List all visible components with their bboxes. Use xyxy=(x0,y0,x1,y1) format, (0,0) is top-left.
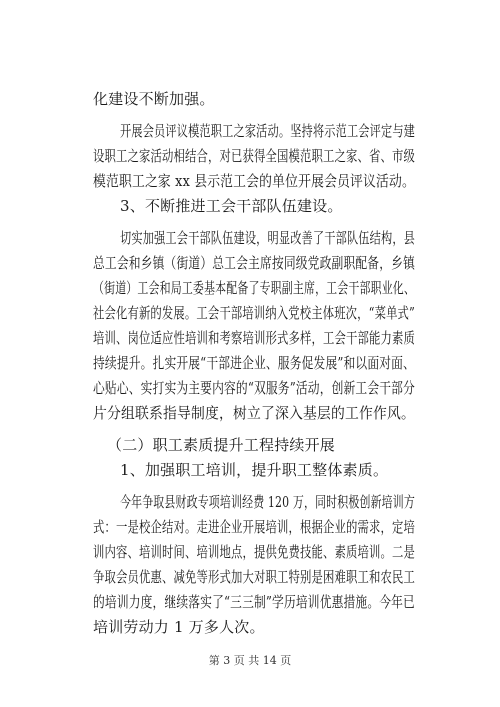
paragraph-line: 的培训力度，继续落实了“三三制”学历培训优惠措施。今年已 xyxy=(93,593,415,611)
paragraph-line: 模范职工之家 xx 县示范工会的单位开展会员评议活动。 xyxy=(93,172,415,190)
section-heading: （二）职工素质提升工程持续开展 xyxy=(107,436,336,454)
paragraph-line: 开展会员评议模范职工之家活动。坚持将示范工会评定与建 xyxy=(120,122,416,140)
paragraph-line: 切实加强工会干部队伍建设，明显改善了干部队伍结构，县 xyxy=(120,229,416,247)
paragraph-line: 片分组联系指导制度，树立了深入基层的工作作风。 xyxy=(93,404,415,422)
paragraph-line: （街道）工会和局工委基本配备了专职副主席，工会干部职业化、 xyxy=(93,279,416,297)
page-number-footer: 第 3 页 共 14 页 xyxy=(208,654,292,667)
paragraph-line: 培训、岗位适应性培训和考察培训形式多样，工会干部能力素质 xyxy=(93,329,416,347)
subsection-heading: 1、加强职工培训，提升职工整体素质。 xyxy=(120,461,389,479)
paragraph-line: 今年争取县财政专项培训经费 120 万，同时积极创新培训方 xyxy=(120,493,415,511)
paragraph-line: 持续提升。扎实开展“干部进企业、服务促发展”和以面对面、 xyxy=(93,354,415,372)
paragraph-line: 争取会员优惠、减免等形式加大对职工特别是困难职工和农民工 xyxy=(93,568,416,586)
paragraph-line: 培训劳动力 1 万多人次。 xyxy=(93,618,265,636)
paragraph-line: 化建设不断加强。 xyxy=(93,90,215,108)
paragraph-line: 训内容、培训时间、培训地点，提供免费技能、素质培训。二是 xyxy=(93,543,416,561)
paragraph-line: 社会化有新的发展。工会干部培训纳入党校主体班次，“菜单式” xyxy=(93,304,415,322)
paragraph-line: 式：一是校企结对。走进企业开展培训，根据企业的需求，定培 xyxy=(93,518,416,536)
paragraph-line: 心贴心、实打实为主要内容的“双服务”活动，创新工会干部分 xyxy=(93,379,415,397)
paragraph-line: 总工会和乡镇（街道）总工会主席按同级党政副职配备，乡镇 xyxy=(93,254,416,272)
section-heading: 3、不断推进工会干部队伍建设。 xyxy=(120,197,343,215)
paragraph-line: 设职工之家活动相结合，对已获得全国模范职工之家、省、市级 xyxy=(93,147,416,165)
